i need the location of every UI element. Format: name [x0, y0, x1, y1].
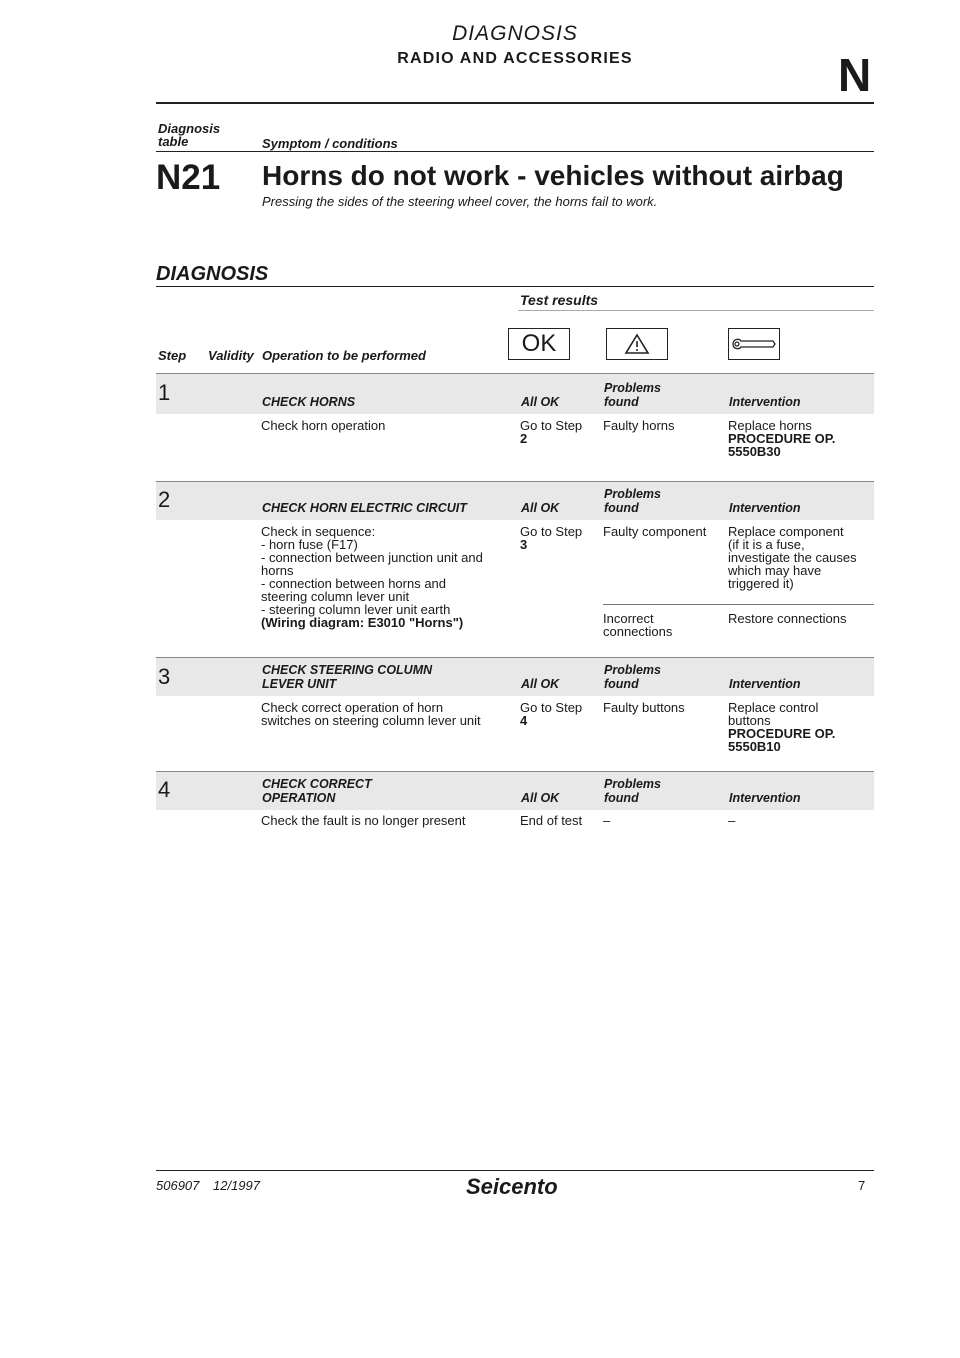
result-ok-text: Go to Step [520, 418, 583, 433]
procedure-label: PROCEDURE OP. [728, 726, 836, 741]
procedure-label: PROCEDURE OP. [728, 431, 836, 446]
heading-line: OPERATION [262, 791, 336, 805]
step-intervention-2: Intervention [729, 501, 801, 515]
procedure-code: 5550B30 [728, 444, 781, 459]
step-operation-1: Check horn operation [261, 418, 386, 433]
step-number-1: 1 [158, 380, 171, 405]
operation-line: - connection between junction unit and [261, 550, 483, 565]
step-operation-3 [261, 701, 481, 727]
procedure-code: 5550B10 [728, 739, 781, 754]
step-result-ok-1 [520, 419, 582, 445]
problems-line1: Problems [604, 777, 661, 791]
fault-code: N21 [156, 158, 221, 197]
problems-line2: found [604, 395, 639, 409]
step-heading-3 [262, 663, 432, 691]
action-line: buttons [728, 713, 771, 728]
step-number-3: 3 [158, 664, 171, 689]
operation-line: horns [261, 563, 294, 578]
footer-rule [156, 1170, 874, 1171]
test-results-rule [518, 310, 874, 311]
problem-line: Incorrect [603, 611, 654, 626]
result-ok-step: 2 [520, 431, 528, 446]
diagnosis-table-label-line1: Diagnosis [158, 121, 221, 136]
step-problems-3 [604, 663, 661, 691]
operation-line: switches on steering column lever unit [261, 713, 481, 728]
step-heading-1: CHECK HORNS [262, 395, 356, 409]
step-action-1 [728, 419, 835, 458]
step-all-ok-4: All OK [521, 791, 560, 805]
footer-page-number: 7 [858, 1178, 866, 1193]
diagnosis-table-label [158, 122, 220, 148]
step-action-2b: Restore connections [728, 611, 847, 626]
label-rule [156, 151, 874, 152]
column-validity: Validity [208, 348, 254, 363]
step-intervention-1: Intervention [729, 395, 801, 409]
section-title-italic: DIAGNOSIS [452, 22, 578, 45]
result-ok-text: Go to Step [520, 524, 583, 539]
operation-line: - horn fuse (F17) [261, 537, 358, 552]
step-problem-4: – [603, 813, 611, 828]
step-all-ok-2: All OK [521, 501, 560, 515]
step-problems-1 [604, 381, 661, 409]
operation-line: steering column lever unit [261, 589, 410, 604]
step-all-ok-3: All OK [521, 677, 560, 691]
action-line: (if it is a fuse, [728, 537, 805, 552]
problems-line1: Problems [604, 663, 661, 677]
operation-line: - steering column lever unit earth [261, 602, 451, 617]
footer-brand: Seicento [466, 1174, 558, 1199]
step-problems-2 [604, 487, 661, 515]
step-all-ok-1: All OK [521, 395, 560, 409]
step-problem-1: Faulty horns [603, 418, 675, 433]
wiring-diagram-ref: (Wiring diagram: E3010 "Horns") [261, 615, 464, 630]
problems-line1: Problems [604, 487, 661, 501]
problem-line: connections [603, 624, 673, 639]
problems-line2: found [604, 677, 639, 691]
diagnosis-rule [156, 286, 874, 287]
column-operation: Operation to be performed [262, 348, 426, 363]
diagnosis-table-label-line2: table [158, 134, 189, 149]
heading-line: CHECK CORRECT [262, 777, 372, 791]
action-line: Replace component [728, 524, 844, 539]
operation-line: Check correct operation of horn [261, 700, 444, 715]
operation-line: - connection between horns and [261, 576, 447, 591]
footer-date: 12/1997 [213, 1178, 260, 1193]
result-ok-step: 3 [520, 537, 528, 552]
step-problem-3: Faulty buttons [603, 700, 685, 715]
step-number-2: 2 [158, 487, 171, 512]
warning-triangle-icon [606, 328, 668, 360]
step-intervention-3: Intervention [729, 677, 801, 691]
symptom-conditions-label: Symptom / conditions [262, 136, 398, 151]
action-line: Replace horns [728, 418, 812, 433]
step-result-ok-4: End of test [520, 813, 583, 828]
step-action-4: – [728, 813, 736, 828]
operation-line: Check in sequence: [261, 524, 376, 539]
step-problem-2b [603, 612, 672, 638]
action-line: triggered it) [728, 576, 794, 591]
step-operation-2 [261, 525, 483, 629]
step-heading-2: CHECK HORN ELECTRIC CIRCUIT [262, 501, 467, 515]
action-line: which may have [728, 563, 822, 578]
fault-subtitle: Pressing the sides of the steering wheel cover, the horns fail to work. [262, 194, 658, 209]
result-ok-text: Go to Step [520, 700, 583, 715]
heading-line: CHECK STEERING COLUMN [262, 663, 433, 677]
ok-icon [508, 328, 570, 360]
action-line: investigate the causes [728, 550, 857, 565]
section-letter: N [838, 49, 872, 101]
problems-line2: found [604, 791, 639, 805]
header-rule [156, 102, 874, 104]
row-separator [603, 604, 874, 605]
action-line: Replace control [728, 700, 819, 715]
step-result-ok-3 [520, 701, 582, 727]
step-number-4: 4 [158, 777, 171, 802]
problems-line2: found [604, 501, 639, 515]
step-action-2a [728, 525, 857, 590]
column-step: Step [158, 348, 187, 363]
step-operation-4: Check the fault is no longer present [261, 813, 466, 828]
wrench-icon [728, 328, 780, 360]
problems-line1: Problems [604, 381, 661, 395]
step-action-3 [728, 701, 835, 753]
wrench-glyph [731, 335, 777, 353]
heading-line: LEVER UNIT [262, 677, 337, 691]
section-title: RADIO AND ACCESSORIES [397, 50, 633, 67]
step-problems-4 [604, 777, 661, 805]
step-result-ok-2 [520, 525, 582, 551]
step-problem-2a: Faulty component [603, 524, 707, 539]
step-intervention-4: Intervention [729, 791, 801, 805]
ok-icon-label: OK [521, 330, 557, 357]
test-results-label: Test results [520, 292, 599, 308]
warning-triangle-glyph [624, 333, 650, 355]
result-ok-step: 4 [520, 713, 528, 728]
step-heading-4 [262, 777, 372, 805]
diagnosis-heading: DIAGNOSIS [156, 263, 269, 285]
fault-title: Horns do not work - vehicles without airbag [262, 160, 844, 191]
footer-doc-code: 506907 [156, 1178, 200, 1193]
